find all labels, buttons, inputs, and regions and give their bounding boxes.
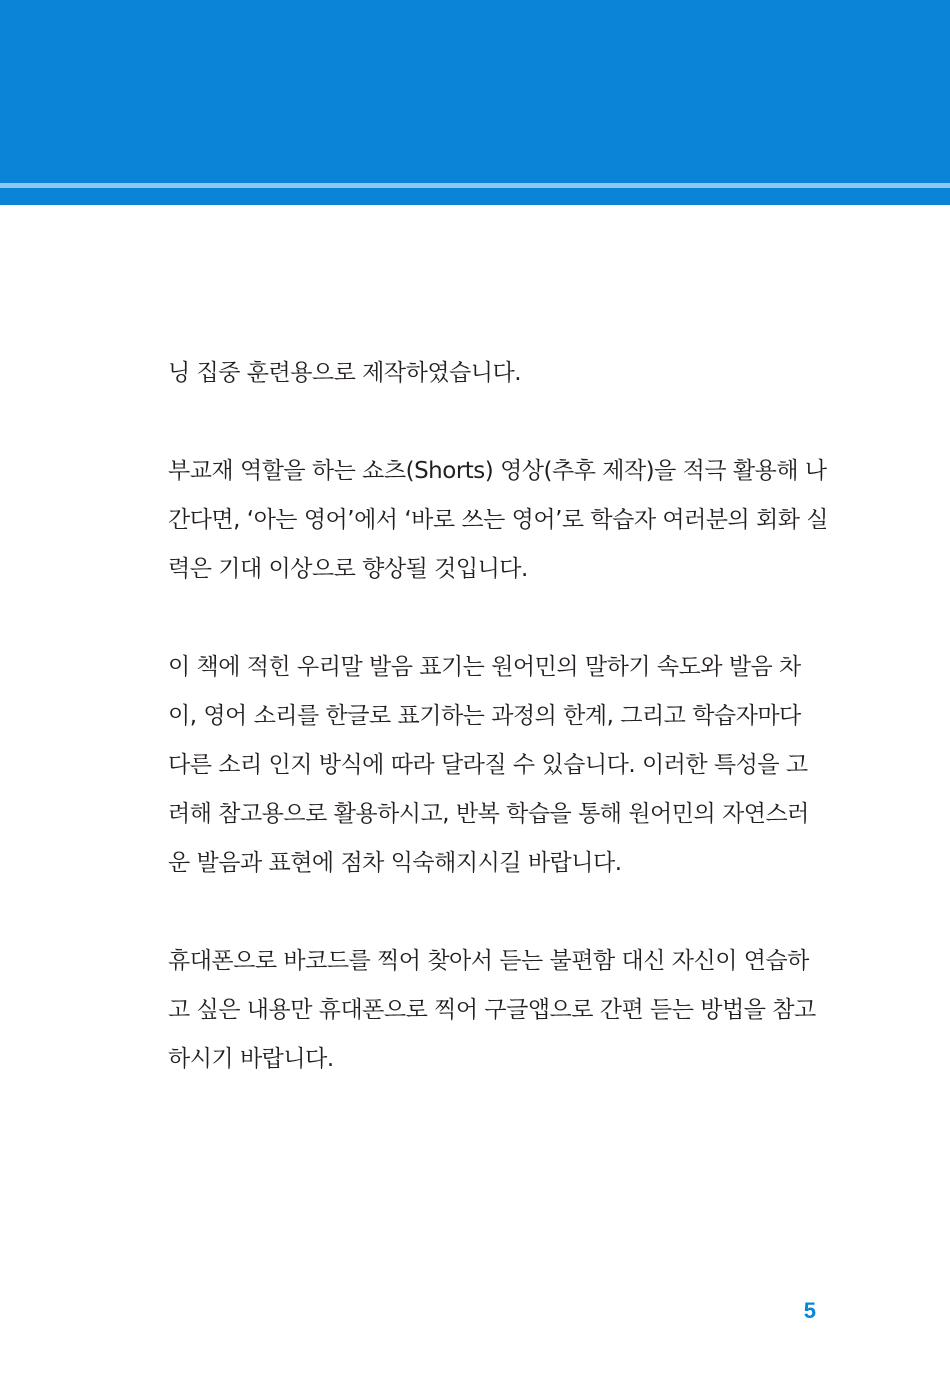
page-number: 5 <box>803 1298 816 1323</box>
text-line: 이, 영어 소리를 한글로 표기하는 과정의 한계, 그리고 학습자마다 <box>168 703 801 729</box>
text-line: 력은 기대 이상으로 향상될 것입니다. <box>168 556 528 582</box>
text-line: 이 책에 적힌 우리말 발음 표기는 원어민의 말하기 속도와 발음 차 <box>168 654 801 680</box>
text-line: 려해 참고용으로 활용하시고, 반복 학습을 통해 원어민의 자연스러 <box>168 801 809 827</box>
text-line: 다른 소리 인지 방식에 따라 달라질 수 있습니다. 이러한 특성을 고 <box>168 752 808 778</box>
text-line: 휴대폰으로 바코드를 찍어 찾아서 듣는 불편함 대신 자신이 연습하 <box>168 948 809 974</box>
text-line: 고 싶은 내용만 휴대폰으로 찍어 구글앱으로 간편 듣는 방법을 참고 <box>168 997 816 1023</box>
text-line: 하시기 바랍니다. <box>168 1046 334 1072</box>
text-line: 닝 집중 훈련용으로 제작하였습니다. <box>168 360 522 386</box>
text-line: 부교재 역할을 하는 쇼츠(Shorts) 영상(추후 제작)을 적극 활용해 나 <box>168 458 827 484</box>
text-line: 간다면, ‘아는 영어’에서 ‘바로 쓰는 영어’로 학습자 여러분의 회화 실 <box>168 507 829 533</box>
paragraph <box>168 447 828 594</box>
header-divider <box>0 183 950 188</box>
paragraph <box>168 349 828 398</box>
paragraph <box>168 937 828 1084</box>
paragraph <box>168 643 828 888</box>
text-line: 운 발음과 표현에 점차 익숙해지시길 바랍니다. <box>168 850 622 876</box>
body-text <box>168 349 828 1133</box>
header-band <box>0 0 950 205</box>
